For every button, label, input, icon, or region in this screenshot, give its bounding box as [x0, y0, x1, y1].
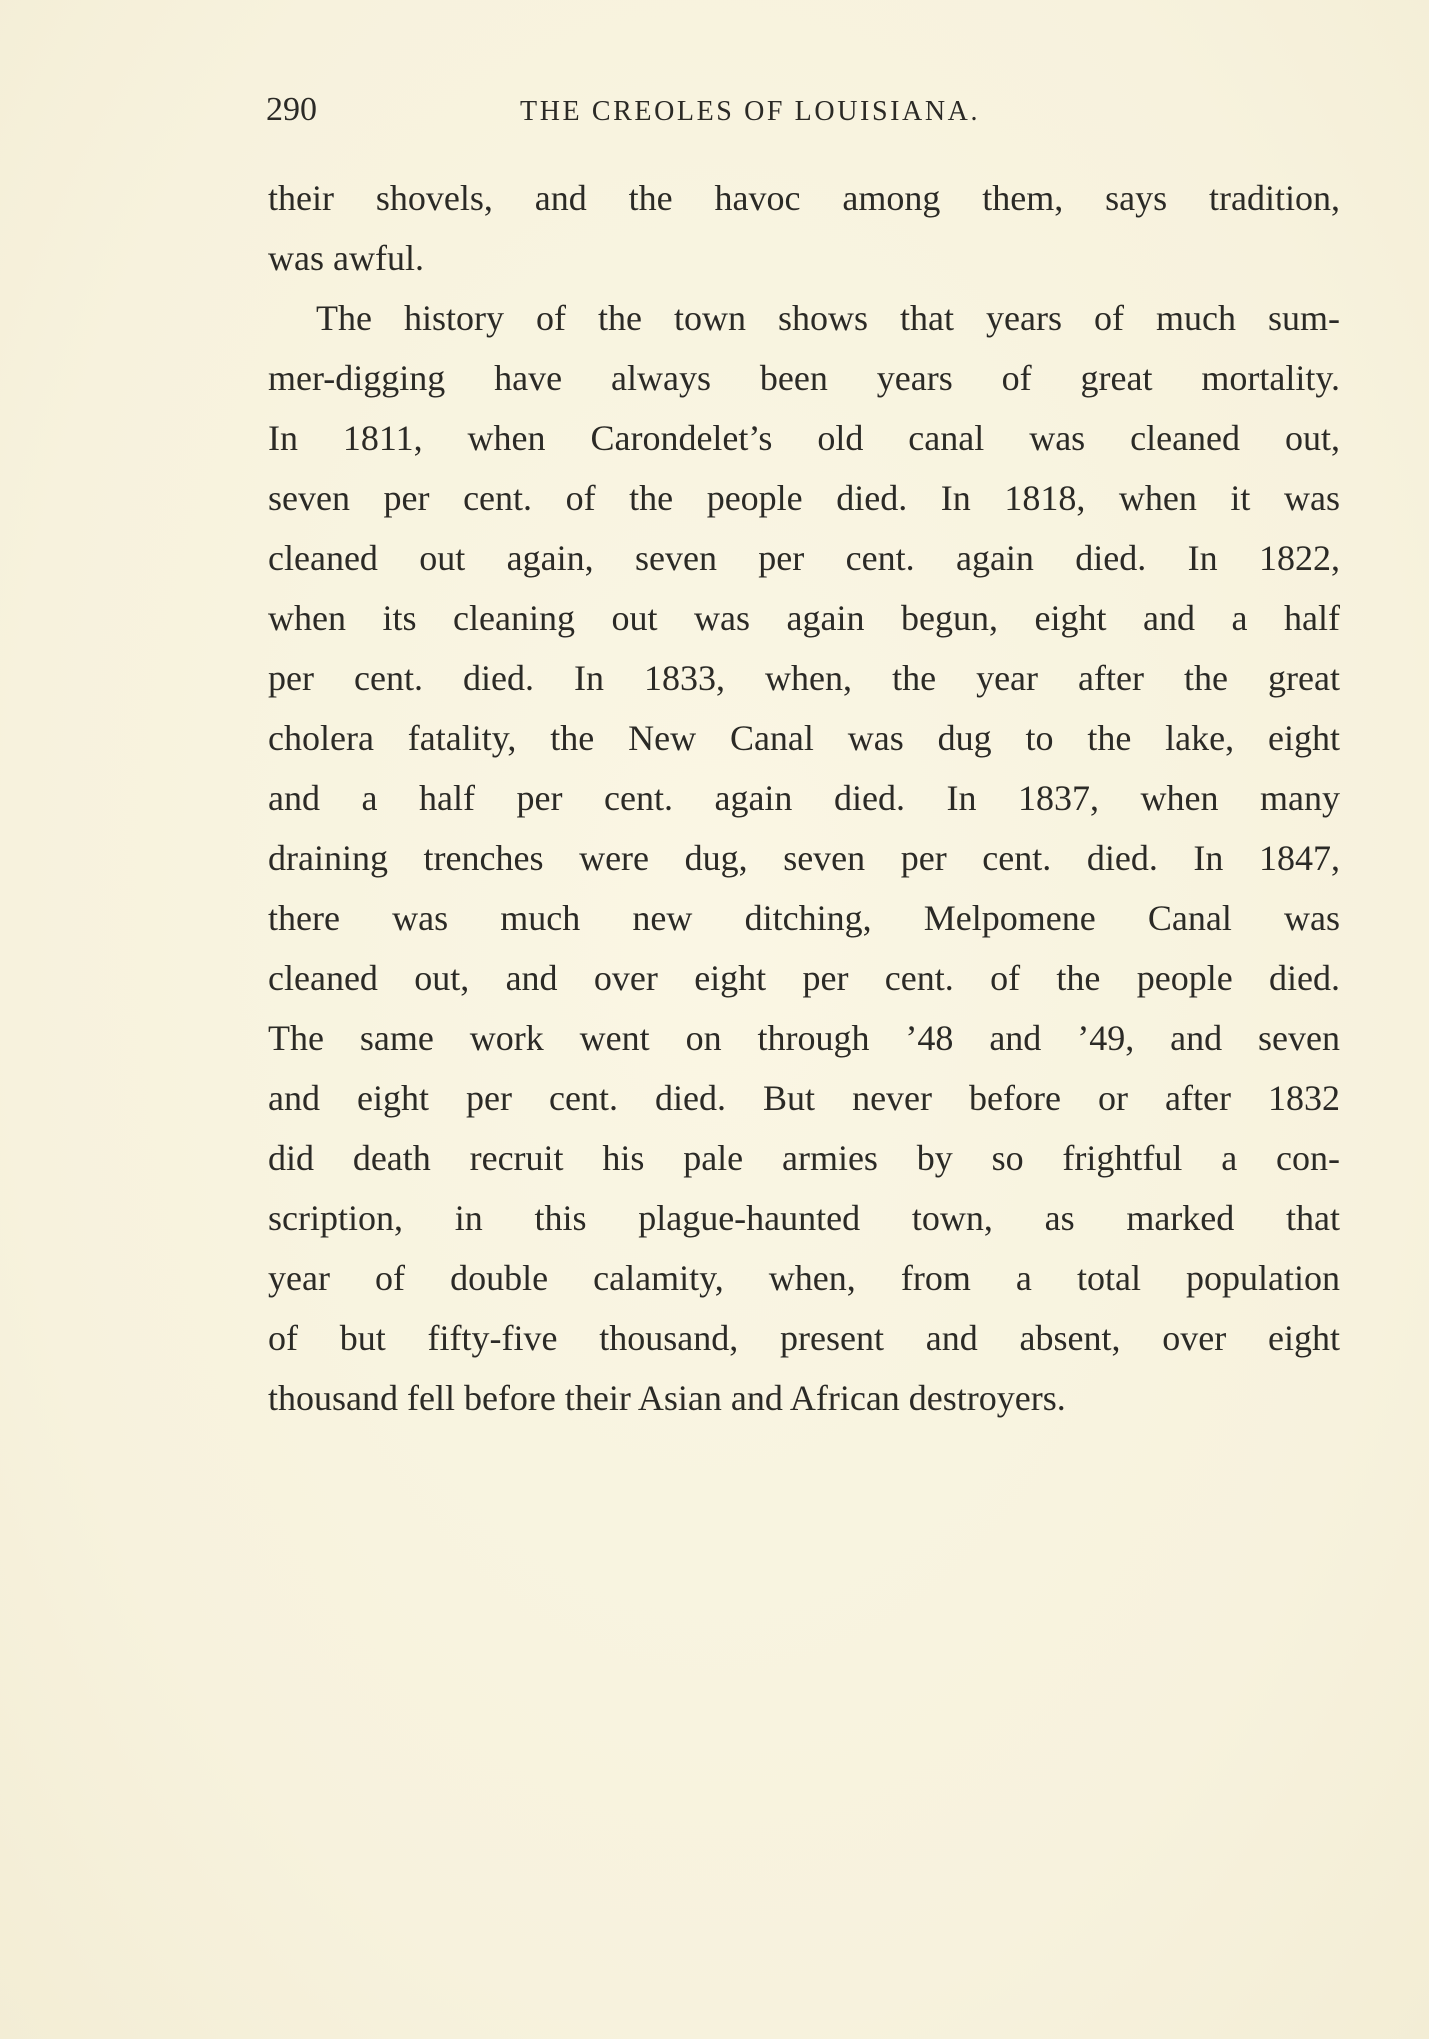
text-line: their shovels, and the havoc among them, says tradition, — [268, 178, 1340, 218]
text-line: did death recruit his pale armies by so frightful a con- — [268, 1138, 1340, 1178]
text-line: and a half per cent. again died. In 1837, when many — [268, 778, 1340, 818]
paragraph — [268, 288, 1340, 1428]
text-line: cleaned out again, seven per cent. again died. In 1822, — [268, 538, 1340, 578]
text-line: thousand fell before their Asian and African destroyers. — [268, 1378, 1066, 1418]
text-line: The history of the town shows that years of much sum- — [316, 298, 1340, 338]
text-line: seven per cent. of the people died. In 1818, when it was — [268, 478, 1340, 518]
text-line: In 1811, when Carondelet’s old canal was cleaned out, — [268, 418, 1340, 458]
paragraph — [268, 168, 1340, 288]
running-head: THE CREOLES OF LOUISIANA. — [520, 96, 981, 127]
text-line: and eight per cent. died. But never before or after 1832 — [268, 1078, 1340, 1118]
text-line: mer-digging have always been years of great mortality. — [268, 358, 1340, 398]
text-line: cholera fatality, the New Canal was dug to the lake, eight — [268, 718, 1340, 758]
text-line: was awful. — [268, 238, 424, 278]
text-line: cleaned out, and over eight per cent. of the people died. — [268, 958, 1340, 998]
text-line: per cent. died. In 1833, when, the year after the great — [268, 658, 1340, 698]
text-line: The same work went on through ’48 and ’49, and seven — [268, 1018, 1340, 1058]
text-line: when its cleaning out was again begun, eight and a half — [268, 598, 1340, 638]
text-line: there was much new ditching, Melpomene Canal was — [268, 898, 1340, 938]
text-line: year of double calamity, when, from a total population — [268, 1258, 1340, 1298]
text-line: scription, in this plague-haunted town, as marked that — [268, 1198, 1340, 1238]
body-text — [268, 168, 1340, 1428]
text-line: of but fifty-five thousand, present and absent, over eight — [268, 1318, 1340, 1358]
page-header — [266, 88, 1342, 138]
page-number: 290 — [266, 91, 317, 128]
text-line: draining trenches were dug, seven per cent. died. In 1847, — [268, 838, 1340, 878]
